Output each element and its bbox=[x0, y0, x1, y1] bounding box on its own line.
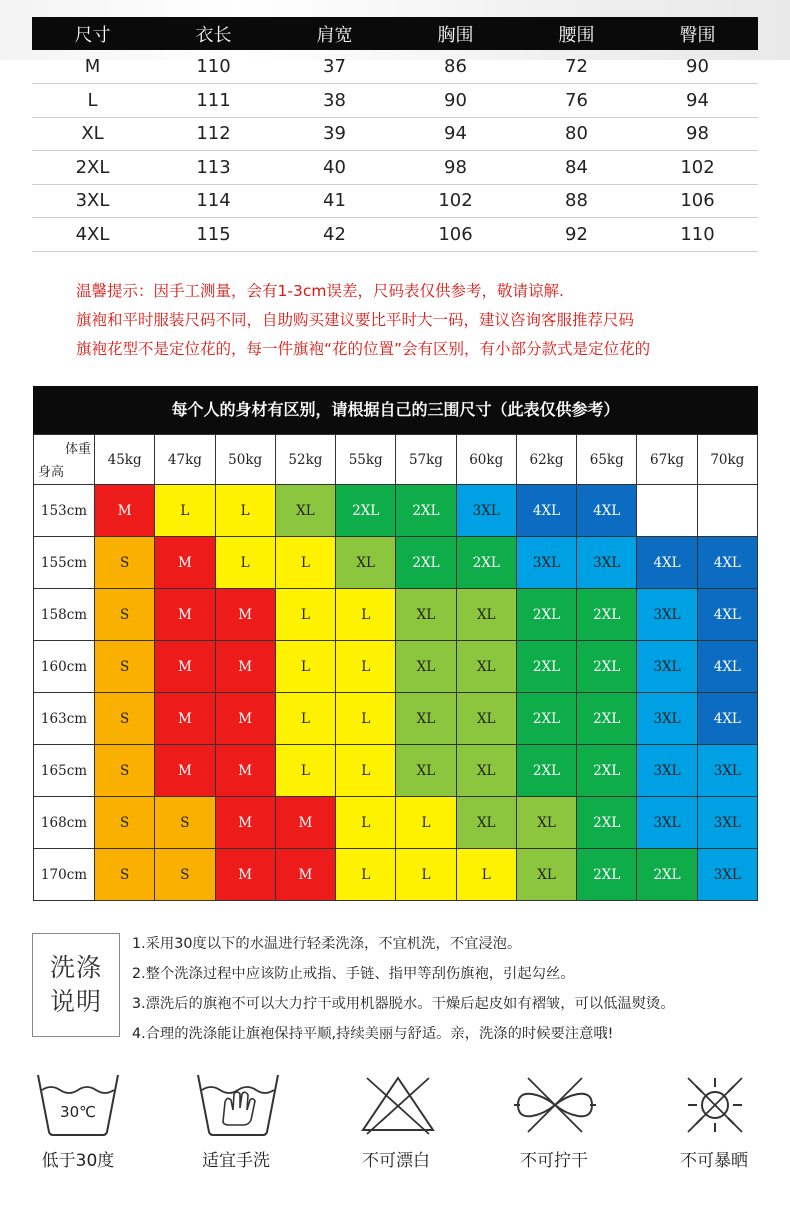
cell-bust: 86 bbox=[395, 50, 516, 84]
size-cell: L bbox=[275, 537, 335, 589]
size-cell: L bbox=[336, 589, 396, 641]
size-cell: L bbox=[275, 641, 335, 693]
header-hip: 臀围 bbox=[637, 17, 758, 50]
cell-size: XL bbox=[32, 117, 153, 151]
size-cell: S bbox=[95, 537, 155, 589]
note-line: 旗袍和平时服装尺码不同，自助购买建议要比平时大一码，建议咨询客服推荐尺码 bbox=[76, 311, 635, 329]
size-cell: XL bbox=[456, 745, 516, 797]
size-cell: 2XL bbox=[516, 693, 576, 745]
header-bust: 胸围 bbox=[395, 17, 516, 50]
size-cell: 2XL bbox=[577, 589, 637, 641]
cell-hip: 90 bbox=[637, 50, 758, 84]
cell-shoulder: 39 bbox=[274, 117, 395, 151]
size-cell: 3XL bbox=[637, 693, 697, 745]
cell-shoulder: 42 bbox=[274, 218, 395, 252]
size-cell: 4XL bbox=[697, 537, 757, 589]
size-chart-table bbox=[32, 17, 758, 252]
size-cell: 4XL bbox=[577, 485, 637, 537]
size-cell: 2XL bbox=[396, 537, 456, 589]
height-label-cell: 160cm bbox=[34, 641, 95, 693]
size-cell: L bbox=[215, 537, 275, 589]
size-cell: S bbox=[155, 797, 215, 849]
size-cell: 3XL bbox=[697, 849, 757, 901]
size-cell: S bbox=[95, 589, 155, 641]
size-cell: L bbox=[336, 797, 396, 849]
weight-header-cell: 65kg bbox=[577, 435, 637, 485]
size-cell: 3XL bbox=[637, 745, 697, 797]
size-cell: 3XL bbox=[637, 641, 697, 693]
size-table-header bbox=[32, 17, 758, 50]
no-bleach-icon bbox=[353, 1072, 443, 1138]
weight-header-row bbox=[34, 435, 758, 485]
cell-hip: 94 bbox=[637, 84, 758, 118]
size-cell bbox=[697, 485, 757, 537]
weight-header-cell: 60kg bbox=[456, 435, 516, 485]
size-cell: XL bbox=[456, 641, 516, 693]
size-cell: 3XL bbox=[637, 589, 697, 641]
size-cell: M bbox=[275, 849, 335, 901]
cell-hip: 102 bbox=[637, 151, 758, 185]
cell-shoulder: 41 bbox=[274, 184, 395, 218]
size-cell: S bbox=[95, 693, 155, 745]
corner-cell bbox=[34, 435, 95, 485]
height-label-cell: 170cm bbox=[34, 849, 95, 901]
size-cell: L bbox=[396, 797, 456, 849]
size-cell: 2XL bbox=[516, 745, 576, 797]
size-cell: 2XL bbox=[577, 693, 637, 745]
wash-label-line: 说明 bbox=[49, 987, 102, 1016]
weight-header-cell: 45kg bbox=[95, 435, 155, 485]
corner-weight-label: 体重 bbox=[64, 442, 91, 457]
size-cell: 2XL bbox=[577, 849, 637, 901]
size-cell: L bbox=[396, 849, 456, 901]
size-notes bbox=[76, 277, 776, 364]
cell-waist: 80 bbox=[516, 117, 637, 151]
cell-hip: 110 bbox=[637, 218, 758, 252]
size-table-row bbox=[32, 50, 758, 84]
size-cell: M bbox=[215, 849, 275, 901]
size-cell: M bbox=[155, 589, 215, 641]
cell-waist: 72 bbox=[516, 50, 637, 84]
cell-shoulder: 40 bbox=[274, 151, 395, 185]
size-cell: XL bbox=[516, 849, 576, 901]
cell-bust: 106 bbox=[395, 218, 516, 252]
size-cell: 4XL bbox=[697, 589, 757, 641]
size-cell: XL bbox=[396, 641, 456, 693]
size-cell: M bbox=[215, 797, 275, 849]
weight-header-cell: 57kg bbox=[396, 435, 456, 485]
size-cell: XL bbox=[456, 797, 516, 849]
height-row bbox=[34, 641, 758, 693]
cell-waist: 92 bbox=[516, 218, 637, 252]
cell-size: L bbox=[32, 84, 153, 118]
cell-waist: 88 bbox=[516, 184, 637, 218]
size-cell: M bbox=[95, 485, 155, 537]
cell-bust: 98 bbox=[395, 151, 516, 185]
height-row bbox=[34, 849, 758, 901]
care-label: 不可漂白 bbox=[362, 1151, 430, 1171]
height-row bbox=[34, 693, 758, 745]
size-cell: M bbox=[155, 693, 215, 745]
size-cell: S bbox=[95, 745, 155, 797]
care-label: 不可暴晒 bbox=[680, 1151, 748, 1171]
size-cell: 3XL bbox=[516, 537, 576, 589]
size-cell: L bbox=[336, 745, 396, 797]
size-cell bbox=[637, 485, 697, 537]
size-cell: 3XL bbox=[697, 745, 757, 797]
size-cell: XL bbox=[275, 485, 335, 537]
care-label: 不可拧干 bbox=[520, 1151, 588, 1171]
cell-waist: 84 bbox=[516, 151, 637, 185]
cell-size: M bbox=[32, 50, 153, 84]
size-cell: L bbox=[456, 849, 516, 901]
header-length: 衣长 bbox=[153, 17, 274, 50]
size-cell: M bbox=[215, 641, 275, 693]
cell-size: 2XL bbox=[32, 151, 153, 185]
height-row bbox=[34, 485, 758, 537]
cell-waist: 76 bbox=[516, 84, 637, 118]
size-cell: 4XL bbox=[637, 537, 697, 589]
cell-length: 113 bbox=[153, 151, 274, 185]
size-cell: 2XL bbox=[577, 641, 637, 693]
size-cell: S bbox=[95, 641, 155, 693]
size-table-row bbox=[32, 218, 758, 252]
header-shoulder: 肩宽 bbox=[274, 17, 395, 50]
size-table-row bbox=[32, 84, 758, 118]
weight-header-cell: 62kg bbox=[516, 435, 576, 485]
size-cell: 3XL bbox=[637, 797, 697, 849]
washing-instructions-label bbox=[32, 933, 120, 1037]
height-label-cell: 153cm bbox=[34, 485, 95, 537]
chart-title: 每个人的身材有区别，请根据自己的三围尺寸（此表仅供参考） bbox=[33, 386, 758, 434]
corner-height-label: 身高 bbox=[38, 465, 65, 480]
size-cell: 2XL bbox=[456, 537, 516, 589]
size-cell: 2XL bbox=[396, 485, 456, 537]
size-cell: 2XL bbox=[516, 641, 576, 693]
size-cell: L bbox=[215, 485, 275, 537]
no-sun-dry-icon bbox=[670, 1072, 760, 1138]
care-label: 低于30度 bbox=[41, 1151, 115, 1171]
height-row bbox=[34, 537, 758, 589]
height-label-cell: 165cm bbox=[34, 745, 95, 797]
size-cell: 2XL bbox=[336, 485, 396, 537]
size-cell: L bbox=[336, 849, 396, 901]
size-cell: XL bbox=[396, 589, 456, 641]
size-cell: L bbox=[275, 745, 335, 797]
height-label-cell: 163cm bbox=[34, 693, 95, 745]
wash-temperature-text: 30℃ bbox=[60, 1103, 96, 1121]
cell-bust: 94 bbox=[395, 117, 516, 151]
no-wring-icon bbox=[510, 1072, 600, 1138]
size-cell: 3XL bbox=[577, 537, 637, 589]
weight-header-cell: 50kg bbox=[215, 435, 275, 485]
size-table-row bbox=[32, 151, 758, 185]
size-cell: 4XL bbox=[697, 693, 757, 745]
weight-header-cell: 70kg bbox=[697, 435, 757, 485]
size-cell: XL bbox=[516, 797, 576, 849]
note-line: 旗袍花型不是定位花的，每一件旗袍“花的位置”会有区别，有小部分款式是定位花的 bbox=[76, 340, 651, 358]
size-cell: L bbox=[336, 641, 396, 693]
size-cell: M bbox=[155, 537, 215, 589]
wash-instruction: 1.采用30度以下的水温进行轻柔洗涤，不宜机洗，不宜浸泡。 bbox=[132, 936, 522, 952]
size-cell: M bbox=[275, 797, 335, 849]
size-cell: 2XL bbox=[577, 745, 637, 797]
washing-instructions-list bbox=[132, 929, 782, 1049]
height-label-cell: 168cm bbox=[34, 797, 95, 849]
size-cell: 3XL bbox=[697, 797, 757, 849]
size-cell: 2XL bbox=[577, 797, 637, 849]
weight-header-cell: 67kg bbox=[637, 435, 697, 485]
note-line: 温馨提示：因手工测量，会有1-3cm误差，尺码表仅供参考，敬请谅解. bbox=[76, 282, 564, 300]
height-row bbox=[34, 745, 758, 797]
cell-length: 114 bbox=[153, 184, 274, 218]
weight-header-cell: 47kg bbox=[155, 435, 215, 485]
weight-header-cell: 55kg bbox=[336, 435, 396, 485]
header-size: 尺寸 bbox=[32, 17, 153, 50]
cell-bust: 90 bbox=[395, 84, 516, 118]
height-row bbox=[34, 797, 758, 849]
size-table-row bbox=[32, 184, 758, 218]
size-cell: L bbox=[275, 693, 335, 745]
size-cell: M bbox=[155, 745, 215, 797]
cell-bust: 102 bbox=[395, 184, 516, 218]
recommendation-grid bbox=[33, 434, 758, 901]
cell-hip: 98 bbox=[637, 117, 758, 151]
size-cell: M bbox=[215, 693, 275, 745]
wash-label-line: 洗涤 bbox=[49, 953, 102, 982]
height-label-cell: 155cm bbox=[34, 537, 95, 589]
size-cell: XL bbox=[336, 537, 396, 589]
size-table-row bbox=[32, 117, 758, 151]
size-cell: S bbox=[95, 797, 155, 849]
wash-instruction: 4.合理的洗涤能让旗袍保持平顺,持续美丽与舒适。亲，洗涤的时候要注意哦! bbox=[132, 1026, 614, 1042]
cell-length: 115 bbox=[153, 218, 274, 252]
size-cell: 2XL bbox=[516, 589, 576, 641]
wash-instruction: 2.整个洗涤过程中应该防止戒指、手链、指甲等刮伤旗袍，引起勾丝。 bbox=[132, 966, 575, 982]
size-cell: 3XL bbox=[456, 485, 516, 537]
cell-size: 4XL bbox=[32, 218, 153, 252]
wash-instruction: 3.漂洗后的旗袍不可以大力拧干或用机器脱水。干燥后起皮如有褶皱，可以低温熨烫。 bbox=[132, 996, 675, 1012]
height-row bbox=[34, 589, 758, 641]
weight-header-cell: 52kg bbox=[275, 435, 335, 485]
hand-wash-icon bbox=[193, 1072, 283, 1138]
size-cell: XL bbox=[456, 589, 516, 641]
size-cell: XL bbox=[396, 745, 456, 797]
size-cell: 4XL bbox=[697, 641, 757, 693]
size-cell: L bbox=[275, 589, 335, 641]
cell-shoulder: 38 bbox=[274, 84, 395, 118]
header-waist: 腰围 bbox=[516, 17, 637, 50]
cell-length: 110 bbox=[153, 50, 274, 84]
size-cell: M bbox=[215, 589, 275, 641]
size-cell: S bbox=[155, 849, 215, 901]
size-cell: 4XL bbox=[516, 485, 576, 537]
cell-size: 3XL bbox=[32, 184, 153, 218]
size-cell: L bbox=[336, 693, 396, 745]
height-label-cell: 158cm bbox=[34, 589, 95, 641]
cell-length: 112 bbox=[153, 117, 274, 151]
size-cell: S bbox=[95, 849, 155, 901]
size-cell: L bbox=[155, 485, 215, 537]
size-cell: XL bbox=[456, 693, 516, 745]
cell-shoulder: 37 bbox=[274, 50, 395, 84]
size-recommendation-chart bbox=[33, 386, 758, 900]
size-cell: 2XL bbox=[637, 849, 697, 901]
size-cell: XL bbox=[396, 693, 456, 745]
wash-30c-icon bbox=[33, 1072, 123, 1138]
size-cell: M bbox=[215, 745, 275, 797]
cell-length: 111 bbox=[153, 84, 274, 118]
size-cell: M bbox=[155, 641, 215, 693]
cell-hip: 106 bbox=[637, 184, 758, 218]
care-label: 适宜手洗 bbox=[202, 1151, 270, 1171]
